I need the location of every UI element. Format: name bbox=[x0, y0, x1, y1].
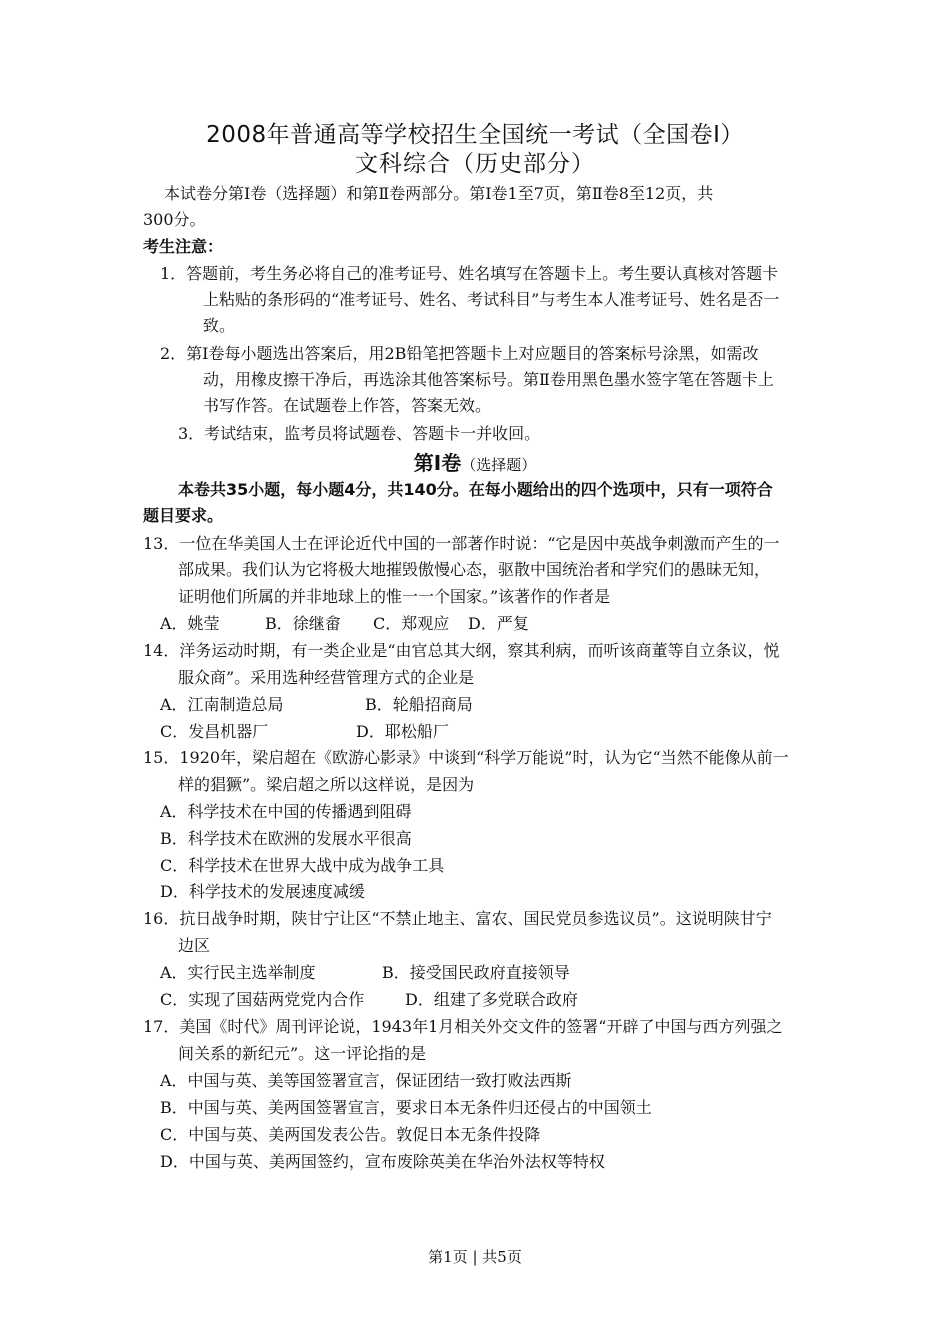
question-14-line-2: 服众商”。采用选种经营管理方式的企业是 bbox=[178, 668, 475, 687]
question-14-line-1: 14．洋务运动时期，有一类企业是“由官总其大纲，察其利病，而听该商董等自立条议，悦 bbox=[143, 641, 780, 660]
intro-line-2: 300分。 bbox=[143, 210, 206, 229]
question-16-line-2: 边区 bbox=[178, 936, 211, 955]
section-title: 第Ⅰ卷 bbox=[413, 451, 462, 475]
question-13-line-2: 部成果。我们认为它将极大地摧毁傲慢心态，驱散中国统治者和学究们的愚昧无知， bbox=[178, 560, 771, 579]
question-15-line-1: 15．1920年，梁启超在《欧游心影录》中谈到“科学万能说”时，认为它“当然不能像从前一 bbox=[143, 748, 789, 767]
notice-item-1-line-3: 致。 bbox=[203, 316, 236, 335]
question-16-option-d: D．组建了多党联合政府 bbox=[405, 990, 578, 1009]
page-footer: 第1页 | 共5页 bbox=[428, 1248, 522, 1266]
notice-item-1-line-1: 1．答题前，考生务必将自己的准考证号、姓名填写在答题卡上。考生要认真核对答题卡 bbox=[160, 264, 779, 283]
notice-item-2-line-1: 2．第Ⅰ卷每小题选出答案后，用2B铅笔把答题卡上对应题目的答案标号涂黑，如需改 bbox=[160, 344, 759, 363]
question-14-option-a: A．江南制造总局 bbox=[160, 695, 284, 714]
exam-title: 2008年普通高等学校招生全国统一考试（全国卷Ⅰ） bbox=[206, 122, 744, 148]
question-17-option-b: B．中国与英、美两国签署宣言，要求日本无条件归还侵占的中国领土 bbox=[160, 1098, 652, 1117]
question-17-line-1: 17．美国《时代》周刊评论说，1943年1月相关外交文件的签署“开辟了中国与西方列强之 bbox=[143, 1017, 783, 1036]
question-13-option-b: B．徐继畲 bbox=[265, 614, 341, 633]
question-17-line-2: 间关系的新纪元”。这一评论指的是 bbox=[178, 1044, 427, 1063]
question-15-option-d: D．科学技术的发展速度减缓 bbox=[160, 882, 365, 901]
question-15-line-2: 样的猖獗”。梁启超之所以这样说，是因为 bbox=[178, 775, 475, 794]
intro-line-1: 本试卷分第Ⅰ卷（选择题）和第Ⅱ卷两部分。第Ⅰ卷1至7页，第Ⅱ卷8至12页，共 bbox=[164, 184, 714, 203]
notice-item-2-line-2: 动，用橡皮擦干净后，再选涂其他答案标号。第Ⅱ卷用黑色墨水签字笔在答题卡上 bbox=[203, 370, 774, 389]
notice-heading: 考生注意： bbox=[143, 237, 224, 256]
question-17-option-a: A．中国与英、美等国签署宣言，保证团结一致打败法西斯 bbox=[160, 1071, 572, 1090]
question-14-option-b: B．轮船招商局 bbox=[365, 695, 473, 714]
question-16-option-a: A．实行民主选举制度 bbox=[160, 963, 316, 982]
question-16-option-b: B．接受国民政府直接领导 bbox=[382, 963, 570, 982]
notice-item-2-line-3: 书写作答。在试题卷上作答，答案无效。 bbox=[203, 396, 492, 415]
question-15-option-b: B．科学技术在欧洲的发展水平很高 bbox=[160, 829, 412, 848]
question-14-option-c: C．发昌机器厂 bbox=[160, 722, 269, 741]
question-16-line-1: 16．抗日战争时期，陕甘宁让区“不禁止地主、富农、国民党员参选议员”。这说明陕甘宁 bbox=[143, 909, 772, 928]
question-13-line-1: 13．一位在华美国人士在评论近代中国的一部著作时说：“它是因中英战争刺激而产生的一 bbox=[143, 534, 780, 553]
question-13-line-3: 证明他们所属的并非地球上的惟一一个国家。”该著作的作者是 bbox=[178, 587, 611, 606]
exam-subtitle: 文科综合（历史部分） bbox=[355, 151, 595, 177]
notice-item-3-line-1: 3．考试结束，监考员将试题卷、答题卡一并收回。 bbox=[178, 424, 541, 443]
question-17-option-d: D．中国与英、美两国签约，宣布废除英美在华治外法权等特权 bbox=[160, 1152, 605, 1171]
section-instructions-line-1: 本卷共35小题，每小题4分，共140分。在每小题给出的四个选项中，只有一项符合 bbox=[178, 480, 773, 499]
section-instructions-line-2: 题目要求。 bbox=[143, 506, 224, 525]
question-13-option-c: C．郑观应 bbox=[373, 614, 450, 633]
question-13-option-a: A．姚莹 bbox=[160, 614, 220, 633]
question-17-option-c: C．中国与英、美两国发表公告。敦促日本无条件投降 bbox=[160, 1125, 541, 1144]
question-15-option-c: C．科学技术在世界大战中成为战争工具 bbox=[160, 856, 445, 875]
question-14-option-d: D．耶松船厂 bbox=[356, 722, 449, 741]
notice-item-1-line-2: 上粘贴的条形码的“准考证号、姓名、考试科目”与考生本人准考证号、姓名是否一 bbox=[203, 290, 780, 309]
question-16-option-c: C．实现了国菇两党党内合作 bbox=[160, 990, 365, 1009]
section-subtitle: （选择题） bbox=[461, 456, 537, 474]
question-13-option-d: D．严复 bbox=[468, 614, 529, 633]
section-heading bbox=[0, 447, 950, 476]
question-15-option-a: A．科学技术在中国的传播遇到阻碍 bbox=[160, 802, 412, 821]
